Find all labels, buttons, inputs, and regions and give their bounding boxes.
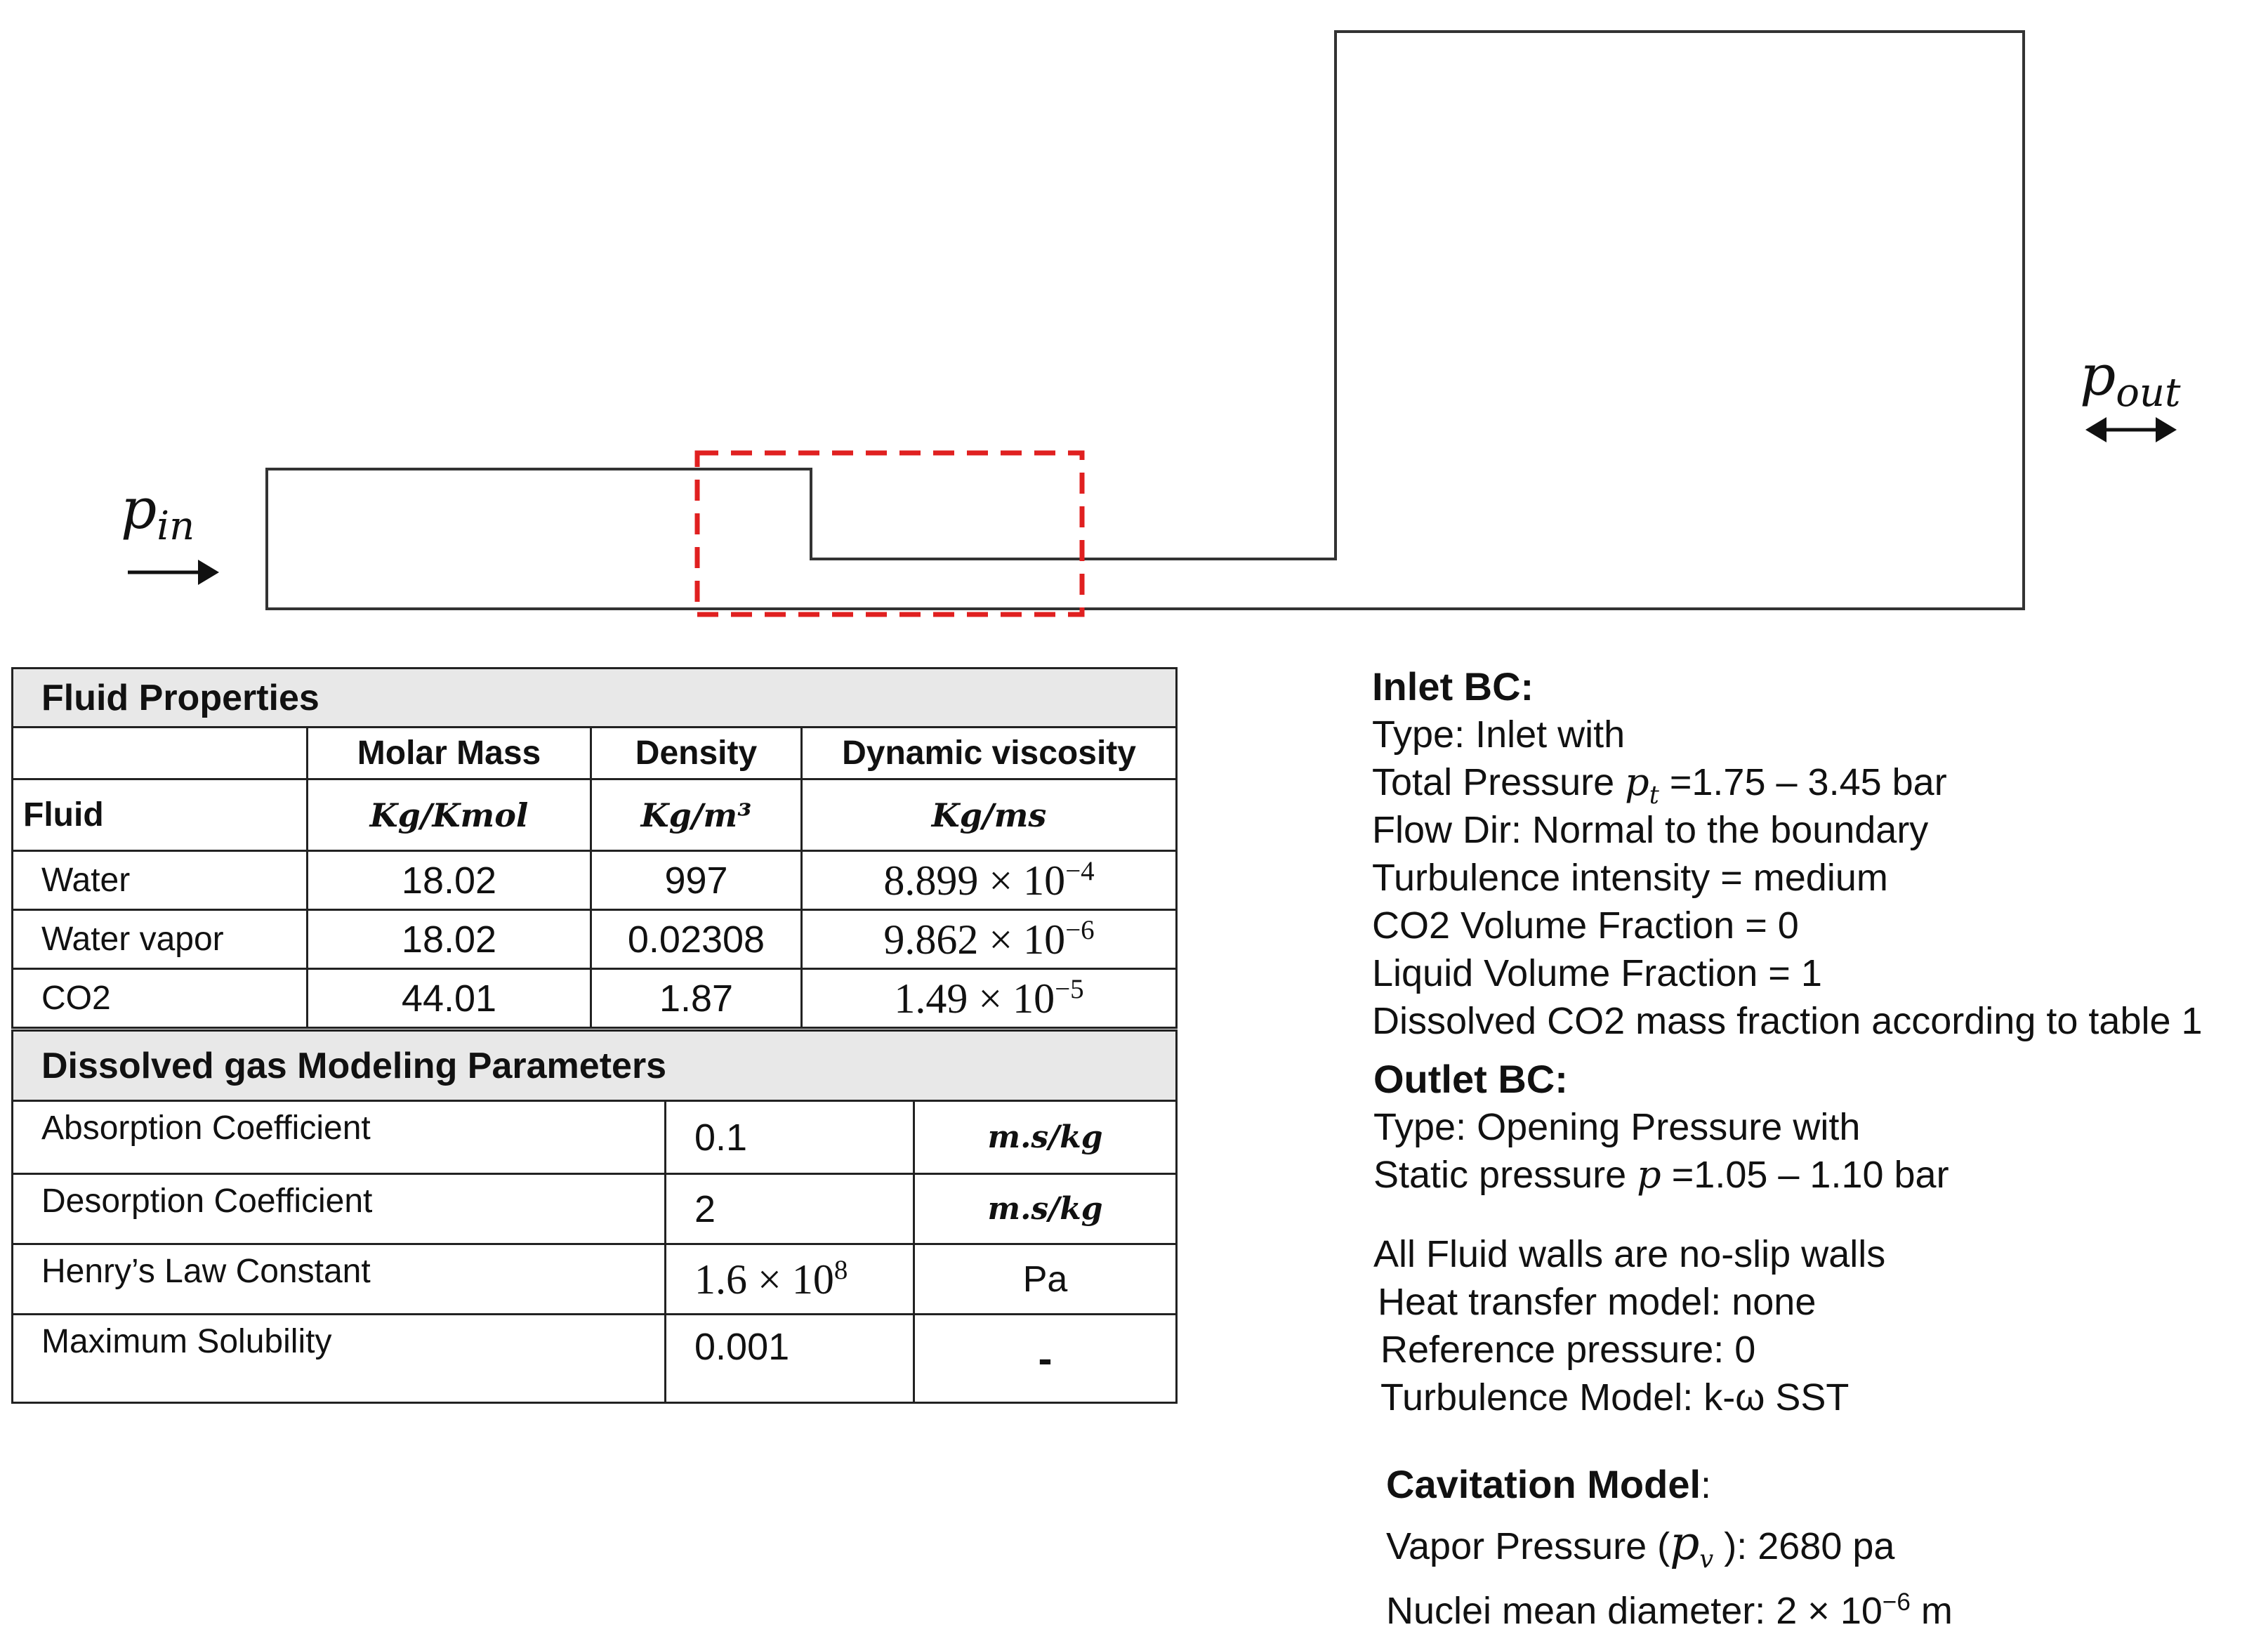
table-row: Water vapor 18.02 0.02308 $9.862 \times 10^{-6}$ bbox=[13, 910, 1177, 969]
walls-block: All Fluid walls are no-slip walls Heat transfer model: none Reference pressure: 0 Turbulence Model: k-ω SST bbox=[1373, 1233, 1886, 1419]
unit-density: Kg/m³ bbox=[591, 779, 802, 851]
outlet-pressure-label: $p_{out}$ bbox=[2080, 343, 2181, 416]
inlet-arrow-head bbox=[198, 560, 219, 585]
fluid-header: Fluid bbox=[13, 779, 308, 851]
region-of-interest-box bbox=[697, 453, 1082, 614]
dissolved-gas-table bbox=[11, 1029, 1178, 1404]
unit-molar-mass: Kg/Kmol bbox=[308, 779, 591, 851]
inlet-bc-block: Inlet BC: Type: Inlet with Total Pressure $p_t =1.75 - 3.45$ bar Flow Dir: Normal to the boundary Turbulence intensity = medium CO2 Volume Fraction = 0 Liquid Volume Fraction = 1 Dissolved CO2 mass fraction according to table 1 bbox=[1372, 664, 2203, 1042]
col-viscosity: Dynamic viscosity bbox=[802, 728, 1177, 779]
channel-outline bbox=[267, 32, 2024, 609]
outlet-bc-title: Outlet BC: bbox=[1373, 1057, 1568, 1101]
inlet-bc-title: Inlet BC: bbox=[1372, 664, 1534, 709]
inlet-pressure-label: $p_{in}$ bbox=[121, 476, 195, 549]
table-row: CO2 44.01 1.87 $1.49 \times 10^{-5}$ bbox=[13, 969, 1177, 1028]
table-row: Maximum Solubility 0.001 - bbox=[13, 1315, 1177, 1403]
unit-viscosity: Kg/ms bbox=[802, 779, 1177, 851]
table-row: Absorption Coefficient 0.1 m.s/kg bbox=[13, 1101, 1177, 1174]
outlet-arrow-head-left bbox=[2085, 417, 2107, 442]
table-row: Henry’s Law Constant $1.6 \times 10^8$ Pa bbox=[13, 1244, 1177, 1315]
dissolved-gas-title: Dissolved gas Modeling Parameters bbox=[13, 1031, 1177, 1101]
col-density: Density bbox=[591, 728, 802, 779]
cavitation-title: Cavitation Model bbox=[1386, 1462, 1701, 1506]
outlet-arrow-head-right bbox=[2156, 417, 2177, 442]
table-row: Desorption Coefficient 2 m.s/kg bbox=[13, 1174, 1177, 1244]
fluid-properties-table bbox=[11, 667, 1178, 1029]
channel-geometry-diagram bbox=[0, 0, 2268, 632]
cavitation-block: Cavitation Model: Vapor Pressure ($p_v$ ): 2680 pa Nuclei mean diameter: $2 \times 10^{-6}$ m bbox=[1386, 1462, 1953, 1632]
outlet-bc-block: Outlet BC: Type: Opening Pressure with Static pressure p =1.05 – 1.10 bar bbox=[1373, 1057, 1949, 1197]
table-row: Water 18.02 997 $8.899 \times 10^{-4}$ bbox=[13, 851, 1177, 910]
col-molar-mass: Molar Mass bbox=[308, 728, 591, 779]
fluid-properties-title: Fluid Properties bbox=[13, 669, 1177, 728]
